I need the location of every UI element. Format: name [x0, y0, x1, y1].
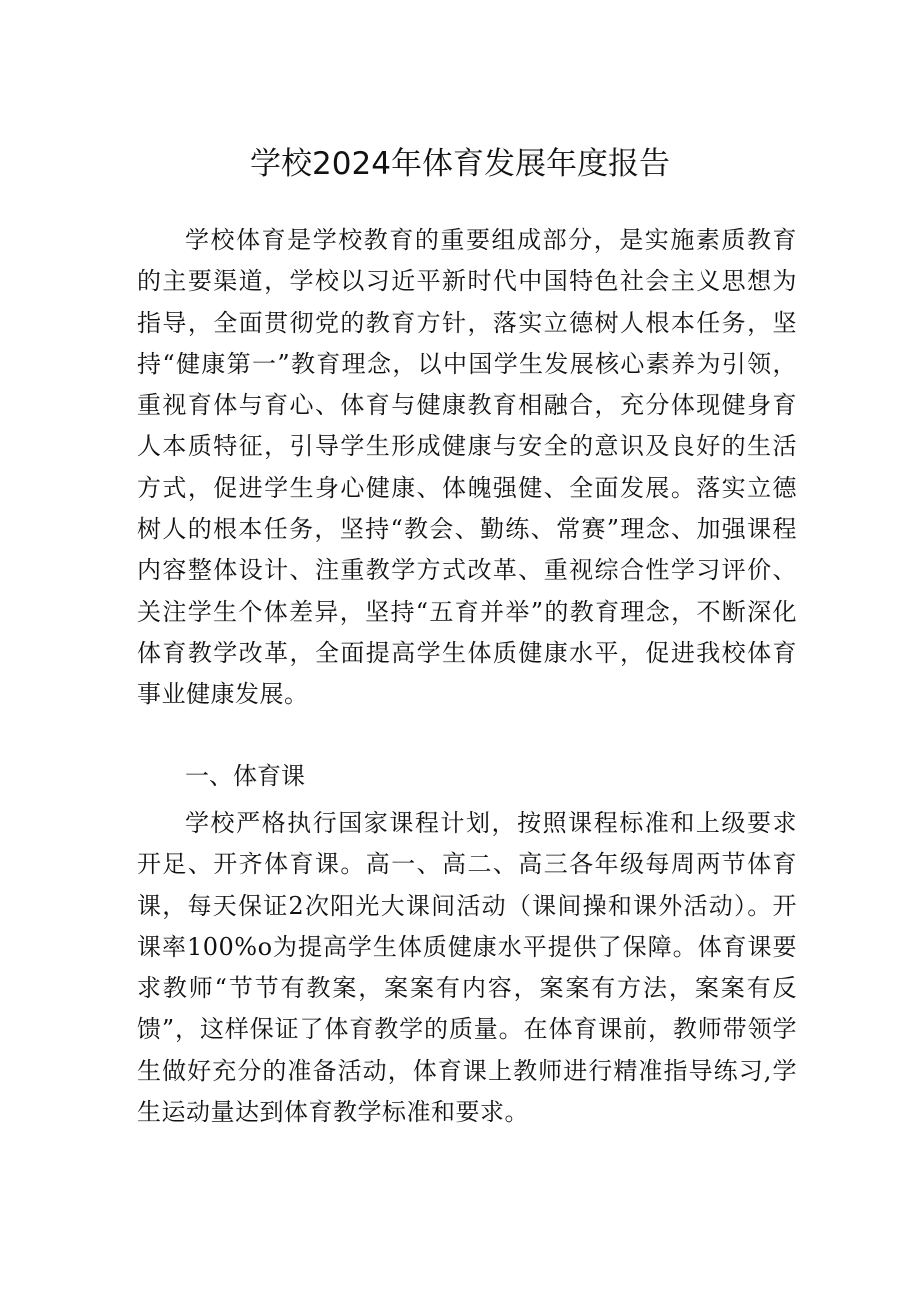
- section-heading-pe-class: 一、体育课: [185, 762, 305, 790]
- intro-paragraph: 学校体育是学校教育的重要组成部分，是实施素质教育的主要渠道，学校以习近平新时代中国特色社会主义思想为指导，全面贯彻党的教育方针，落实立德树人根本任务，坚持“健康第一”教育理念，以中国学生发展核心素养为引领，重视育体与育心、体育与健康教育相融合，充分体现健身育人本质特征，引导学生形成健康与安全的意识及良好的生活方式，促进学生身心健康、体魄强健、全面发展。落实立德树人的根本任务，坚持“教会、勤练、常赛”理念、加强课程内容整体设计、注重教学方式改革、重视综合性学习评价、关注学生个体差异，坚持“五育并举”的教育理念，不断深化体育教学改革，全面提高学生体质健康水平，促进我校体育事业健康发展。: [137, 226, 797, 709]
- document-title: 学校2024年体育发展年度报告: [250, 146, 670, 182]
- section-paragraph-pe-class: 学校严格执行国家课程计划，按照课程标准和上级要求开足、开齐体育课。高一、高二、高三各年级每周两节体育课，每天保证2次阳光大课间活动（课间操和课外活动）。开课率100%o为提高学生体质健康水平提供了保障。体育课要求教师“节节有教案，案案有内容，案案有方法，案案有反馈”，这样保证了体育教学的质量。在体育课前，教师带领学生做好充分的准备活动，体育课上教师进行精准指导练习,学生运动量达到体育教学标准和要求。: [137, 809, 797, 1127]
